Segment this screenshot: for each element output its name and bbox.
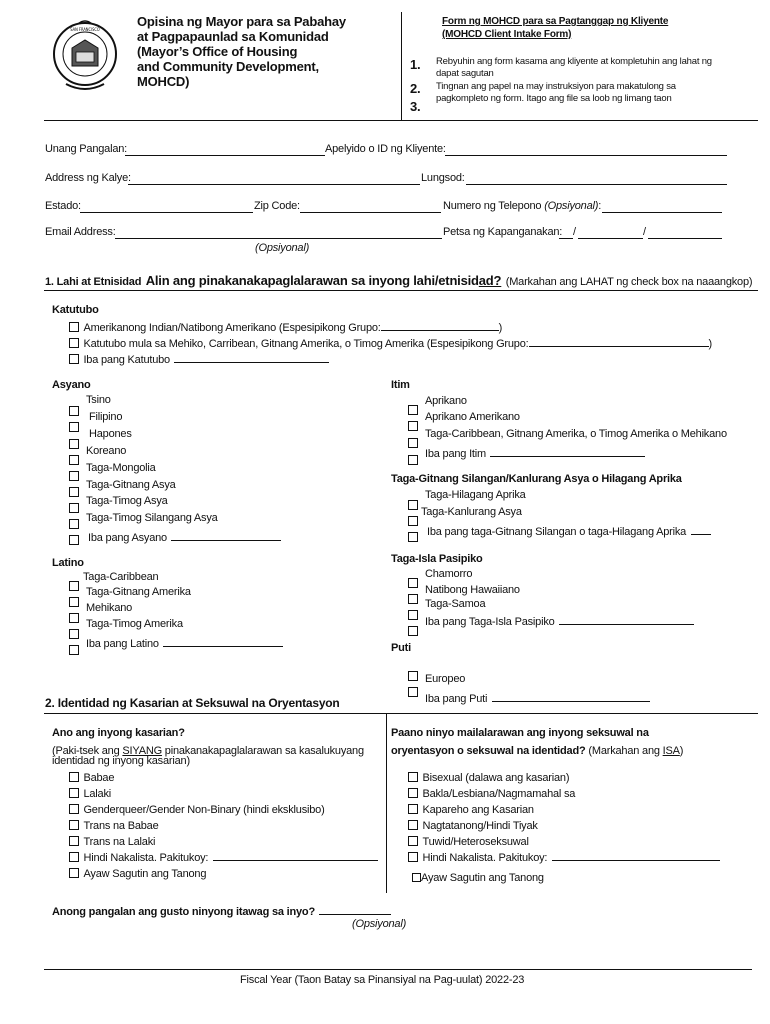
orientation-question: Paano ninyo mailalarawan ang inyong seksuwal na bbox=[391, 727, 649, 739]
section1-question: Alin ang pinakanakapaglalarawan sa inyong lahi/etnisid bbox=[145, 273, 479, 288]
checkbox[interactable] bbox=[69, 519, 79, 529]
gender-item bbox=[69, 864, 206, 882]
checkbox[interactable] bbox=[69, 535, 79, 545]
city-field[interactable] bbox=[466, 184, 727, 185]
checkbox[interactable] bbox=[408, 687, 418, 697]
other-field[interactable] bbox=[174, 352, 329, 363]
pacific-item-label: Natibong Hawaiiano bbox=[425, 584, 520, 596]
checkbox[interactable] bbox=[69, 804, 79, 814]
gender-item-label: Trans na Lalaki bbox=[83, 836, 156, 848]
gender-item-label: Trans na Babae bbox=[83, 820, 159, 832]
other-field[interactable] bbox=[691, 524, 711, 535]
instruction-text: dapat sagutan bbox=[436, 68, 494, 79]
section2-divider bbox=[386, 713, 387, 893]
white-title: Puti bbox=[391, 642, 411, 654]
gender-item-label: Babae bbox=[83, 772, 115, 784]
mena-item-label: Taga-Kanlurang Asya bbox=[421, 506, 522, 518]
dob-label: Petsa ng Kapanganakan: bbox=[443, 226, 563, 238]
email-field[interactable] bbox=[115, 238, 442, 239]
checkbox[interactable] bbox=[69, 868, 79, 878]
first-name-field[interactable] bbox=[125, 155, 325, 156]
email-optional: (Opsiyonal) bbox=[255, 242, 310, 254]
form-title-english: (MOHCD Client Intake Form) bbox=[442, 29, 572, 40]
footer-text: Fiscal Year (Taon Batay sa Pinansiyal na Pag-uulat) 2022-23 bbox=[240, 974, 525, 986]
other-field[interactable] bbox=[492, 691, 650, 702]
checkbox[interactable] bbox=[408, 438, 418, 448]
last-name-field[interactable] bbox=[445, 155, 727, 156]
asian-item-label: Hapones bbox=[89, 428, 132, 440]
other-field[interactable] bbox=[171, 530, 281, 541]
office-line: at Pagpapaunlad sa Komunidad bbox=[137, 29, 329, 44]
mena-other bbox=[427, 522, 711, 540]
checkbox[interactable] bbox=[408, 804, 418, 814]
phone-label-text: Numero ng Telepono bbox=[443, 200, 545, 212]
dob-year-field[interactable] bbox=[648, 238, 722, 239]
office-line: Opisina ng Mayor para sa Pabahay bbox=[137, 14, 346, 29]
pacific-item-label: Chamorro bbox=[425, 568, 473, 580]
group-field[interactable] bbox=[529, 336, 709, 347]
checkbox[interactable] bbox=[69, 439, 79, 449]
orientation-question-line2 bbox=[391, 741, 683, 759]
checkbox[interactable] bbox=[408, 516, 418, 526]
orientation-item-label: Nagtatanong/Hindi Tiyak bbox=[422, 820, 538, 832]
office-name bbox=[137, 14, 346, 89]
black-item-label: Taga-Caribbean, Gitnang Amerika, o Timog Amerika o Mehikano bbox=[425, 428, 727, 440]
asian-item-label: Iba pang Asyano bbox=[88, 532, 167, 544]
checkbox[interactable] bbox=[408, 578, 418, 588]
close-paren: ) bbox=[498, 322, 503, 334]
phone-optional: (Opsiyonal) bbox=[544, 200, 599, 212]
checkbox[interactable] bbox=[69, 422, 79, 432]
gender-item-label: Lalaki bbox=[83, 788, 111, 800]
orientation-item-label: Ayaw Sagutin ang Tanong bbox=[421, 872, 544, 884]
checkbox[interactable] bbox=[408, 820, 418, 830]
checkbox[interactable] bbox=[408, 671, 418, 681]
dob-month-field[interactable] bbox=[559, 238, 573, 239]
gender-item-label: Hindi Nakalista. Pakitukoy: bbox=[83, 852, 209, 864]
orientation-item-label: Hindi Nakalista. Pakitukoy: bbox=[422, 852, 548, 864]
instruction-number: 2. bbox=[410, 81, 421, 96]
pacific-title: Taga-Isla Pasipiko bbox=[391, 553, 483, 565]
black-title: Itim bbox=[391, 379, 410, 391]
preferred-name-row bbox=[52, 902, 391, 920]
office-line: (Mayor’s Office of Housing bbox=[137, 44, 298, 59]
instruction-text: Rebyuhin ang form kasama ang kliyente at kompletuhin ang lahat ng bbox=[436, 56, 712, 67]
checkbox[interactable] bbox=[408, 500, 418, 510]
black-item-label: Iba pang Itim bbox=[425, 448, 486, 460]
asian-item-label: Koreano bbox=[86, 445, 127, 457]
asian-item-label: Taga-Timog Asya bbox=[86, 495, 168, 507]
checkbox[interactable] bbox=[408, 788, 418, 798]
other-field[interactable] bbox=[559, 614, 694, 625]
gender-question: Ano ang inyong kasarian? bbox=[52, 727, 185, 739]
footer-rule bbox=[44, 969, 752, 970]
asian-item-label: Filipino bbox=[89, 411, 123, 423]
latino-item-label: Iba pang Latino bbox=[86, 638, 159, 650]
asian-title: Asyano bbox=[52, 379, 91, 391]
state-label: Estado: bbox=[45, 200, 81, 212]
checkbox[interactable] bbox=[69, 354, 79, 364]
dob-separator: / bbox=[643, 226, 646, 238]
city-seal-logo bbox=[52, 18, 118, 94]
gender-item-label: Ayaw Sagutin ang Tanong bbox=[83, 868, 207, 880]
black-item-label: Aprikano bbox=[425, 395, 467, 407]
preferred-name-label: Anong pangalan ang gusto ninyong itawag sa inyo? bbox=[52, 906, 315, 918]
section1-question-end: ad? bbox=[478, 273, 502, 288]
mena-item-label: Iba pang taga-Gitnang Silangan o taga-Hilagang Aprika bbox=[427, 526, 687, 538]
orientation-item-label: Bisexual (dalawa ang kasarian) bbox=[422, 772, 570, 784]
office-line: and Community Development, bbox=[137, 59, 319, 74]
orientation-item bbox=[408, 848, 720, 866]
checkbox[interactable] bbox=[412, 873, 421, 882]
checkbox[interactable] bbox=[69, 852, 79, 862]
gender-note-text: identidad ng inyong kasarian) bbox=[52, 755, 190, 767]
indigenous-item-label: Iba pang Katutubo bbox=[83, 354, 170, 366]
checkbox[interactable] bbox=[69, 645, 79, 655]
city-label: Lungsod: bbox=[421, 172, 465, 184]
checkbox[interactable] bbox=[69, 820, 79, 830]
orientation-item-label: Kapareho ang Kasarian bbox=[422, 804, 534, 816]
checkbox[interactable] bbox=[69, 471, 79, 481]
checkbox[interactable] bbox=[69, 613, 79, 623]
black-item-label: Aprikano Amerikano bbox=[425, 411, 520, 423]
checkbox[interactable] bbox=[69, 455, 79, 465]
orientation-item-label: Tuwid/Heteroseksuwal bbox=[422, 836, 529, 848]
preferred-name-field[interactable] bbox=[319, 904, 391, 915]
asian-item-label: Tsino bbox=[86, 394, 111, 406]
checkbox[interactable] bbox=[408, 405, 418, 415]
checkbox[interactable] bbox=[69, 581, 79, 591]
indigenous-item bbox=[69, 350, 329, 368]
instruction-text: pagkompleto ng form. Itago ang file sa loob ng limang taon bbox=[436, 93, 672, 104]
mena-item-label: Taga-Hilagang Aprika bbox=[425, 489, 526, 501]
asian-item-label: Taga-Gitnang Asya bbox=[86, 479, 176, 491]
other-field[interactable] bbox=[490, 446, 645, 457]
orientation-question-text: oryentasyon o seksuwal na identidad? bbox=[391, 745, 586, 757]
latino-item-label: Taga-Caribbean bbox=[83, 571, 159, 583]
section2-title: 2. Identidad ng Kasarian at Seksuwal na Oryentasyon bbox=[45, 696, 340, 710]
email-label: Email Address: bbox=[45, 226, 116, 238]
checkbox[interactable] bbox=[69, 597, 79, 607]
dob-day-field[interactable] bbox=[578, 238, 643, 239]
white-other bbox=[425, 689, 650, 707]
svg-text:SAN FRANCISCO: SAN FRANCISCO bbox=[70, 27, 100, 32]
checkbox[interactable] bbox=[408, 836, 418, 846]
latino-item-label: Mehikano bbox=[86, 602, 133, 614]
mena-title: Taga-Gitnang Silangan/Kanlurang Asya o Hilagang Aprika bbox=[391, 473, 682, 485]
section2-rule bbox=[44, 713, 758, 714]
asian-other bbox=[88, 528, 281, 546]
office-line: MOHCD) bbox=[137, 74, 190, 89]
checkbox[interactable] bbox=[69, 487, 79, 497]
orientation-note: ) bbox=[679, 745, 684, 757]
phone-label bbox=[443, 200, 601, 213]
checkbox[interactable] bbox=[408, 772, 418, 782]
street-label: Address ng Kalye: bbox=[45, 172, 131, 184]
phone-field[interactable] bbox=[602, 212, 722, 213]
checkbox[interactable] bbox=[408, 455, 418, 465]
checkbox[interactable] bbox=[408, 852, 418, 862]
latino-other bbox=[86, 634, 283, 652]
white-item-label: Europeo bbox=[425, 673, 466, 685]
asian-item-label: Taga-Timog Silangang Asya bbox=[86, 512, 218, 524]
zip-label: Zip Code: bbox=[254, 200, 300, 212]
checkbox[interactable] bbox=[69, 322, 79, 332]
checkbox[interactable] bbox=[69, 788, 79, 798]
header-divider bbox=[401, 12, 402, 120]
gender-note-text: (Paki-tsek ang bbox=[52, 745, 123, 757]
orientation-note-emphasis: ISA bbox=[662, 745, 680, 757]
header-bottom-rule bbox=[44, 120, 758, 121]
checkbox[interactable] bbox=[69, 406, 79, 416]
indigenous-item-label: Amerikanong Indian/Natibong Amerikano (Espesipikong Grupo: bbox=[83, 322, 381, 334]
dob-separator: / bbox=[573, 226, 576, 238]
gender-note-text: pinakanakapaglalarawan sa kasalukuyang bbox=[161, 745, 364, 757]
checkbox[interactable] bbox=[408, 421, 418, 431]
gender-item-label: Genderqueer/Gender Non-Binary (hindi eksklusibo) bbox=[83, 804, 325, 816]
instruction-text: Tingnan ang papel na may instruksiyon para makatulong sa bbox=[436, 81, 676, 92]
specify-field[interactable] bbox=[552, 850, 720, 861]
orientation-item-label: Bakla/Lesbiana/Nagmamahal sa bbox=[422, 788, 576, 800]
checkbox[interactable] bbox=[69, 629, 79, 639]
first-name-label: Unang Pangalan: bbox=[45, 143, 128, 155]
form-title-tagalog: Form ng MOHCD para sa Pagtanggap ng Kliyente bbox=[442, 16, 669, 27]
asian-item-label: Taga-Mongolia bbox=[86, 462, 156, 474]
state-field[interactable] bbox=[80, 212, 253, 213]
latino-item-label: Taga-Timog Amerika bbox=[86, 618, 183, 630]
indigenous-title: Katutubo bbox=[52, 304, 99, 316]
checkbox[interactable] bbox=[408, 594, 418, 604]
other-field[interactable] bbox=[163, 636, 283, 647]
indigenous-item-label: Katutubo mula sa Mehiko, Carribean, Gitnang Amerika, o Timog Amerika (Espesipikong Grupo: bbox=[83, 338, 529, 350]
pacific-item-label: Taga-Samoa bbox=[425, 598, 486, 610]
instruction-number: 1. bbox=[410, 57, 421, 72]
specify-field[interactable] bbox=[213, 850, 378, 861]
street-field[interactable] bbox=[128, 184, 420, 185]
orientation-note: (Markahan ang bbox=[585, 745, 663, 757]
checkbox[interactable] bbox=[69, 503, 79, 513]
zip-field[interactable] bbox=[300, 212, 441, 213]
instruction-number: 3. bbox=[410, 99, 421, 114]
phone-colon: : bbox=[598, 200, 602, 212]
pacific-item-label: Iba pang Taga-Isla Pasipiko bbox=[425, 616, 555, 628]
black-other bbox=[425, 444, 645, 462]
checkbox[interactable] bbox=[69, 338, 79, 348]
checkbox[interactable] bbox=[408, 610, 418, 620]
orientation-item bbox=[412, 868, 544, 886]
pacific-other bbox=[425, 612, 694, 630]
latino-title: Latino bbox=[52, 557, 84, 569]
latino-item-label: Taga-Gitnang Amerika bbox=[86, 586, 191, 598]
section1-note: (Markahan ang LAHAT ng check box na naaangkop) bbox=[505, 276, 753, 288]
gender-note-emphasis: SIYANG bbox=[122, 745, 162, 757]
white-item-label: Iba pang Puti bbox=[425, 693, 488, 705]
group-field[interactable] bbox=[381, 320, 499, 331]
preferred-name-optional: (Opsiyonal) bbox=[352, 918, 407, 930]
checkbox[interactable] bbox=[408, 532, 418, 542]
section1-number: 1. Lahi at Etnisidad bbox=[45, 276, 142, 288]
checkbox[interactable] bbox=[69, 836, 79, 846]
checkbox[interactable] bbox=[69, 772, 79, 782]
section1-rule bbox=[44, 290, 758, 291]
close-paren: ) bbox=[708, 338, 712, 350]
last-name-label: Apelyido o ID ng Kliyente: bbox=[325, 143, 446, 155]
form-title bbox=[442, 15, 668, 41]
section1-heading bbox=[45, 272, 752, 290]
checkbox[interactable] bbox=[408, 626, 418, 636]
